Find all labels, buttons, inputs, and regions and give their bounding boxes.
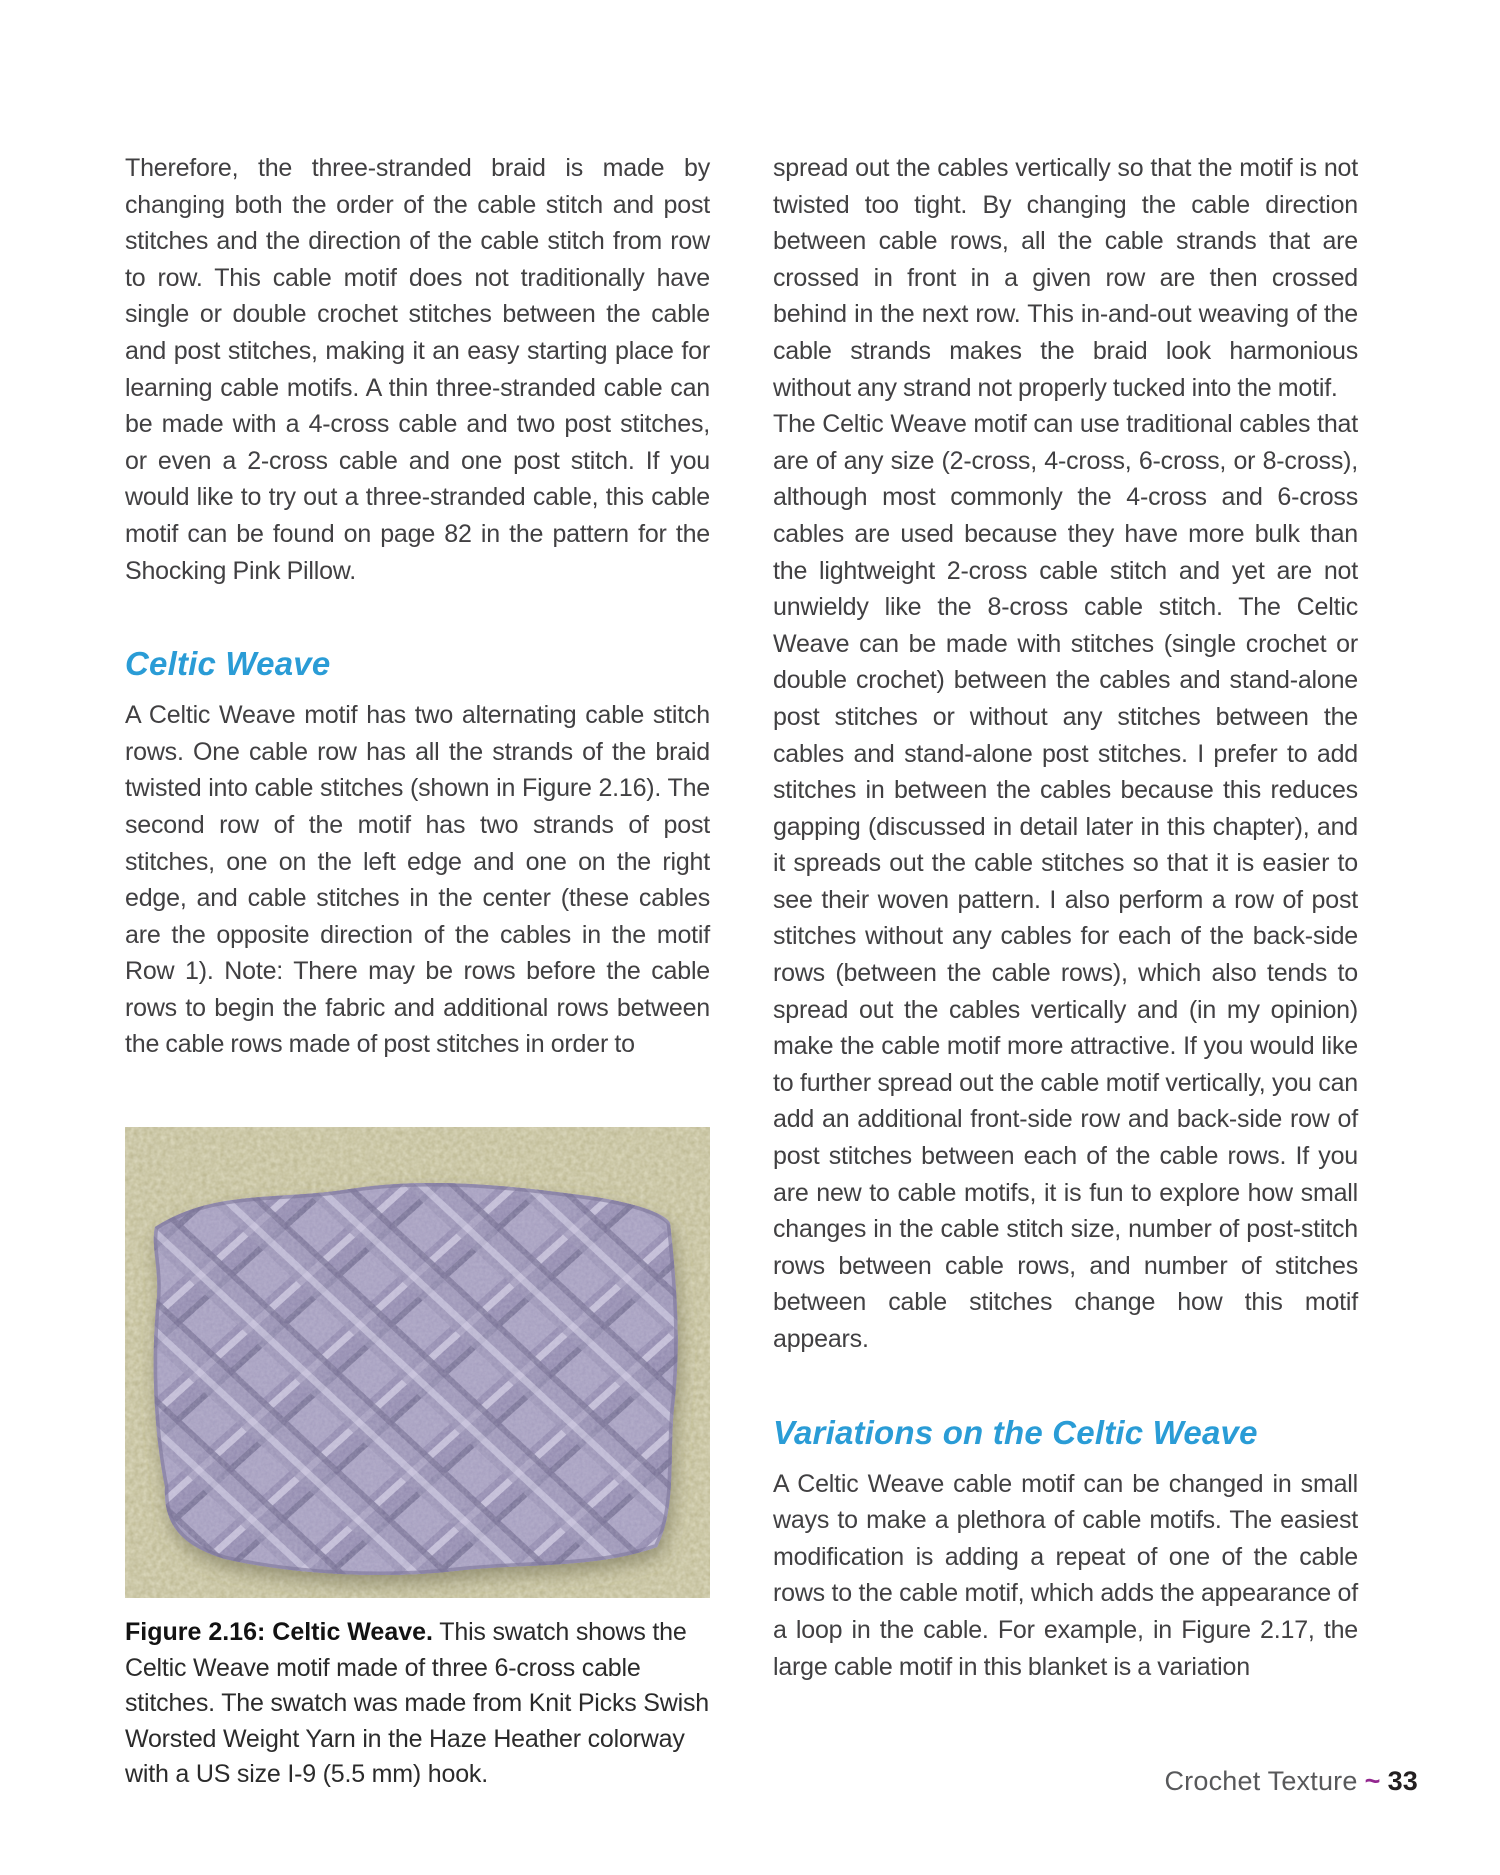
footer-tilde-ornament: ~: [1364, 1766, 1381, 1796]
left-column: [125, 150, 710, 1793]
paragraph: The Celtic Weave motif can use traditional cables that are of any size (2-cross, 4-cross, 6-cross, or 8-cross), although most commonly the 4-cross and 6-cross cables are used because they have more bulk than the lightweight 2-cross cable stitch and yet are not unwieldy like the 8-cross cable stitch. The Celtic Weave can be made with stitches (single crochet or double crochet) between the cables and stand-alone post stitches or without any stitches between the cables and stand-alone post stitches. I prefer to add stitches in between the cables because this reduces gapping (discussed in detail later in this chapter), and it spreads out the cable stitches so that it is easier to see their woven pattern. I also perform a row of post stitches without any cables for each of the back-side rows (between the cable rows), which also tends to spread out the cables vertically and (in my opinion) make the cable motif more attractive. If you would like to further spread out the cable motif vertically, you can add an additional front-side row and back-side row of post stitches between each of the cable rows. If you are new to cable motifs, it is fun to explore how small changes in the cable stitch size, number of post-stitch rows between cable rows, and number of stitches between cable stitches change how this motif appears.: [773, 410, 1358, 1353]
figure-caption: [125, 1615, 710, 1793]
crochet-swatch-photo: [125, 1127, 710, 1598]
section-heading-variations: Variations on the Celtic Weave: [773, 1413, 1258, 1451]
paragraph: Therefore, the three-stranded braid is made by changing both the order of the cable stitch and post stitches and the direction of the cable stitch from row to row. This cable motif does not traditionally have single or double crochet stitches between the cable and post stitches, making it an easy starting place for learning cable motifs. A thin three-stranded cable can be made with a 4-cross cable and two post stitches, or even a 2-cross cable and one post stitch. If you would like to try out a three-stranded cable, this cable motif can be found on page 82 in the pattern for the Shocking Pink Pillow.: [125, 154, 710, 585]
footer-page-number: 33: [1387, 1766, 1418, 1796]
paragraph: A Celtic Weave motif has two alternating cable stitch rows. One cable row has all the strands of the braid twisted into cable stitches (shown in Figure 2.16). The second row of the motif has two strands of post stitches, one on the left edge and one on the right edge, and cable stitches in the center (these cables are the opposite direction of the cables in the motif Row 1). Note: There may be rows before the cable rows to begin the fabric and additional rows between the cable rows made of post stitches in order to: [125, 701, 710, 1059]
page-footer: [1164, 1766, 1418, 1797]
figure-2-16: [125, 1127, 710, 1598]
paragraph: A Celtic Weave cable motif can be changed in small ways to make a plethora of cable motifs. The easiest modification is adding a repeat of one of the cable rows to the cable motif, which adds the appearance of a loop in the cable. For example, in Figure 2.17, the large cable motif in this blanket is a variation: [773, 1469, 1358, 1681]
footer-section-title: Crochet Texture: [1164, 1766, 1358, 1796]
two-column-text: [125, 150, 1358, 1793]
section-heading-celtic-weave: Celtic Weave: [125, 645, 331, 683]
figure-caption-text: This swatch shows the Celtic Weave motif made of three 6-cross cable stitches. The swatch was made from Knit Picks Swish Worsted Weight Yarn in the Haze Heather colorway with a US size I-9 (5.5 mm) hook.: [125, 1618, 709, 1789]
figure-caption-label: Figure 2.16: Celtic Weave.: [125, 1618, 433, 1647]
paragraph: spread out the cables vertically so that the motif is not twisted too tight. By changing the cable direction between cable rows, all the cable strands that are crossed in front in a given row are then crossed behind in the next row. This in-and-out weaving of the cable strands makes the braid look harmonious without any strand not properly tucked into the motif.: [773, 154, 1358, 402]
right-column: [773, 150, 1358, 1793]
